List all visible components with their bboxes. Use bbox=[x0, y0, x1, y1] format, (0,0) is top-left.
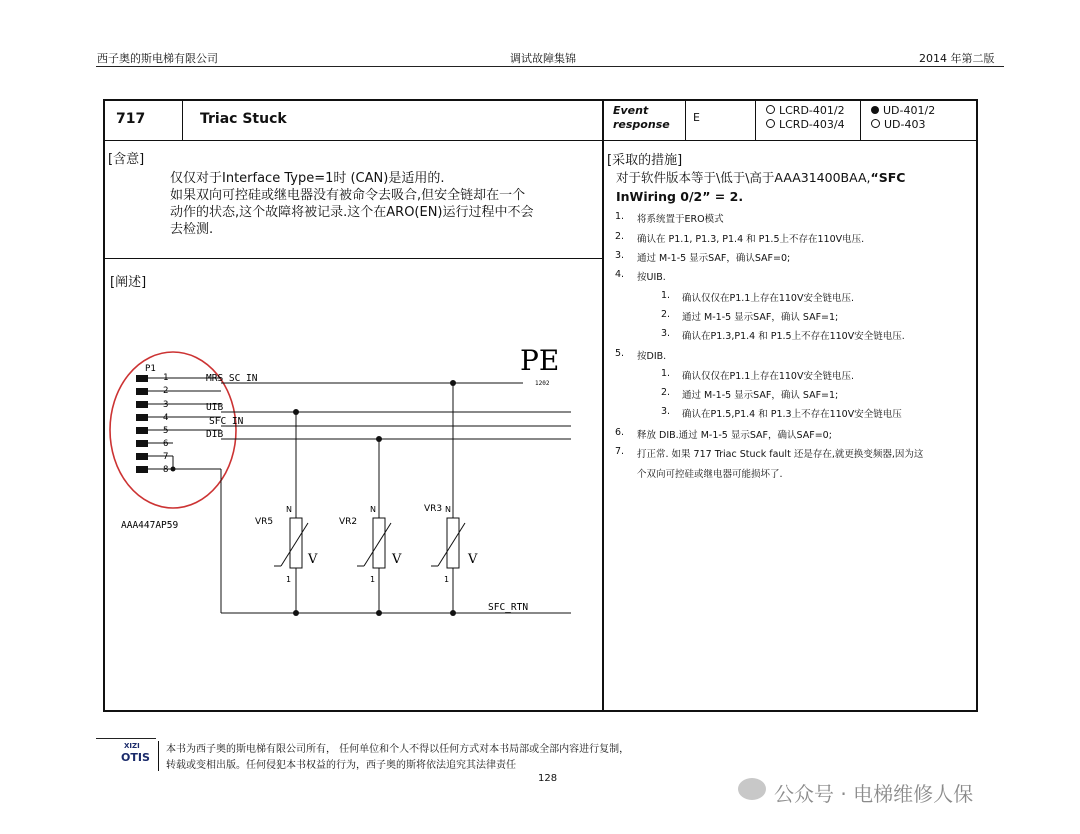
actions-intro bbox=[616, 168, 971, 206]
step-text: 按UIB. bbox=[637, 272, 666, 283]
varistor-vr3 bbox=[424, 504, 478, 584]
step-text: 释放 DIB.通过 M-1-5 显示SAF，确认SAF=0; bbox=[637, 430, 832, 441]
pin-number: 1 bbox=[163, 373, 169, 383]
actions-title: [采取的措施] bbox=[607, 153, 683, 168]
pin-number: 4 bbox=[163, 413, 169, 423]
board-lcrd-b: LCRD-403/4 bbox=[779, 118, 845, 131]
substep-text: 通过 M-1-5 显示SAF，确认 SAF=1; bbox=[682, 312, 839, 323]
signal-sfc-label: SFC_IN bbox=[209, 416, 244, 427]
varistor-v: V bbox=[308, 552, 318, 567]
event-response-label bbox=[613, 104, 670, 132]
step-text: 按DIB. bbox=[637, 351, 667, 362]
step-number: 5. bbox=[615, 348, 625, 359]
description-title: [阐述] bbox=[110, 275, 147, 290]
varistor-vr5 bbox=[255, 505, 318, 584]
varistor-one: 1 bbox=[370, 575, 376, 584]
substep-text: 确认在P1.3,P1.4 和 P1.5上不存在110V安全链电压. bbox=[682, 331, 905, 342]
substep-number: 2. bbox=[661, 309, 671, 320]
row-divider bbox=[103, 140, 978, 141]
varistor-vr2 bbox=[339, 505, 402, 584]
pe-label: PE bbox=[520, 344, 560, 377]
event-label-line2: response bbox=[613, 118, 670, 131]
step-number: 3. bbox=[615, 250, 625, 261]
board-lcrd-a: LCRD-401/2 bbox=[779, 104, 845, 117]
step-number: 6. bbox=[615, 427, 625, 438]
col-divider-main bbox=[602, 99, 604, 712]
meaning-line: 仅仅对于Interface Type=1时 (CAN)是适用的. bbox=[170, 171, 445, 186]
signal-dib-label: DIB bbox=[206, 429, 224, 440]
signal-mrs-label: MRS_SC_IN bbox=[206, 373, 258, 384]
substep-text: 确认在P1.5,P1.4 和 P1.3上不存在110V安全链电压 bbox=[682, 409, 902, 420]
logo-xizi: XIZI bbox=[124, 742, 140, 750]
varistor-name: VR3 bbox=[424, 504, 443, 514]
meaning-line: 去检测. bbox=[170, 222, 214, 237]
varistor-one: 1 bbox=[444, 575, 450, 584]
pin-number: 5 bbox=[163, 426, 169, 436]
logo-otis: OTIS bbox=[121, 751, 150, 764]
substep-number: 3. bbox=[661, 406, 671, 417]
step-text-continued: 个双向可控硅或继电器可能损坏了. bbox=[637, 469, 783, 480]
filled-circle-icon bbox=[871, 106, 879, 114]
empty-circle-icon bbox=[871, 119, 880, 128]
pin-number: 8 bbox=[163, 465, 169, 475]
footer-divider bbox=[158, 741, 159, 771]
pe-number: 1202 bbox=[535, 380, 550, 387]
actions-intro-text: 对于软件版本等于\低于\高于AAA31400BAA, bbox=[616, 170, 871, 185]
step-text: 打正常. 如果 717 Triac Stuck fault 还是存在,就更换变频器,因为这 bbox=[637, 449, 924, 460]
empty-circle-icon bbox=[766, 119, 775, 128]
step-number: 4. bbox=[615, 269, 625, 280]
substep-number: 2. bbox=[661, 387, 671, 398]
watermark-text: 公众号 · 电梯维修人保 bbox=[774, 782, 974, 806]
substep-number: 3. bbox=[661, 328, 671, 339]
pin-number: 2 bbox=[163, 386, 169, 396]
step-number: 2. bbox=[615, 231, 625, 242]
varistor-name: VR5 bbox=[255, 517, 274, 527]
footer-copyright-line1: 本书为西子奥的斯电梯有限公司所有， 任何单位和个人不得以任何方式对本书局部或全部内容进行复制， bbox=[166, 744, 630, 755]
footer-rule bbox=[96, 738, 156, 739]
header-company: 西子奥的斯电梯有限公司 bbox=[97, 52, 218, 65]
varistor-v: V bbox=[392, 552, 402, 567]
varistor-n: N bbox=[445, 505, 451, 514]
event-value: E bbox=[693, 111, 700, 124]
header-title: 调试故障集锦 bbox=[510, 52, 576, 65]
col-divider-board bbox=[860, 99, 861, 140]
col-divider-event bbox=[685, 99, 686, 140]
section-divider bbox=[103, 258, 602, 259]
step-text: 通过 M-1-5 显示SAF，确认SAF=0; bbox=[637, 253, 791, 264]
varistor-v: V bbox=[468, 552, 478, 567]
substep-number: 1. bbox=[661, 368, 671, 379]
meaning-line: 动作的状态,这个故障将被记录.这个在ARO(EN)运行过程中不会 bbox=[170, 205, 534, 220]
pin-numbers bbox=[163, 373, 168, 475]
header-edition: 2014 年第二版 bbox=[919, 52, 995, 65]
varistor-one: 1 bbox=[286, 575, 292, 584]
step-text: 确认在 P1.1, P1.3, P1.4 和 P1.5上不存在110V电压. bbox=[637, 234, 865, 245]
board-ud-a: UD-401/2 bbox=[883, 104, 936, 117]
substep-text: 通过 M-1-5 显示SAF，确认 SAF=1; bbox=[682, 390, 839, 401]
meaning-line: 如果双向可控硅或继电器没有被命令去吸合,但安全链却在一个 bbox=[170, 188, 526, 203]
fault-name: Triac Stuck bbox=[200, 111, 287, 127]
step-number: 1. bbox=[615, 211, 625, 222]
board-ud-b: UD-403 bbox=[884, 118, 926, 131]
actions-intro-bold: InWiring 0/2” = 2. bbox=[616, 189, 744, 204]
wechat-icon bbox=[738, 778, 766, 800]
signal-rtn-label: SFC_RTN bbox=[488, 602, 529, 613]
empty-circle-icon bbox=[766, 105, 775, 114]
varistor-name: VR2 bbox=[339, 517, 358, 527]
substep-number: 1. bbox=[661, 290, 671, 301]
footer-copyright-line2: 转载或变相出版。任何侵犯本书权益的行为，西子奥的斯将依法追究其法律责任 bbox=[166, 760, 516, 771]
actions-intro-bold: “SFC bbox=[870, 170, 906, 185]
page-number: 128 bbox=[538, 773, 558, 784]
step-number: 7. bbox=[615, 446, 625, 457]
ud-boards bbox=[871, 104, 935, 132]
substep-text: 确认仅仅在P1.1上存在110V安全链电压. bbox=[682, 371, 854, 382]
varistor-n: N bbox=[286, 505, 292, 514]
fault-code: 717 bbox=[116, 111, 146, 127]
pin-number: 6 bbox=[163, 439, 169, 449]
meaning-title: [含意] bbox=[108, 152, 145, 167]
p1-label: P1 bbox=[145, 364, 156, 374]
pin-number: 3 bbox=[163, 400, 169, 410]
header-rule bbox=[96, 66, 1004, 67]
pin-number: 7 bbox=[163, 452, 169, 462]
event-label-line1: Event bbox=[613, 104, 649, 117]
lcrd-boards bbox=[766, 104, 845, 132]
meaning-text bbox=[170, 170, 534, 238]
col-divider-code bbox=[182, 99, 183, 140]
step-text: 将系统置于ERO模式 bbox=[637, 214, 724, 225]
col-divider-value bbox=[755, 99, 756, 140]
varistor-n: N bbox=[370, 505, 376, 514]
circuit-diagram bbox=[103, 330, 602, 630]
signal-uib-label: UIB bbox=[206, 402, 224, 413]
part-number-label: AAA447AP59 bbox=[121, 520, 179, 531]
substep-text: 确认仅仅在P1.1上存在110V安全链电压. bbox=[682, 293, 854, 304]
